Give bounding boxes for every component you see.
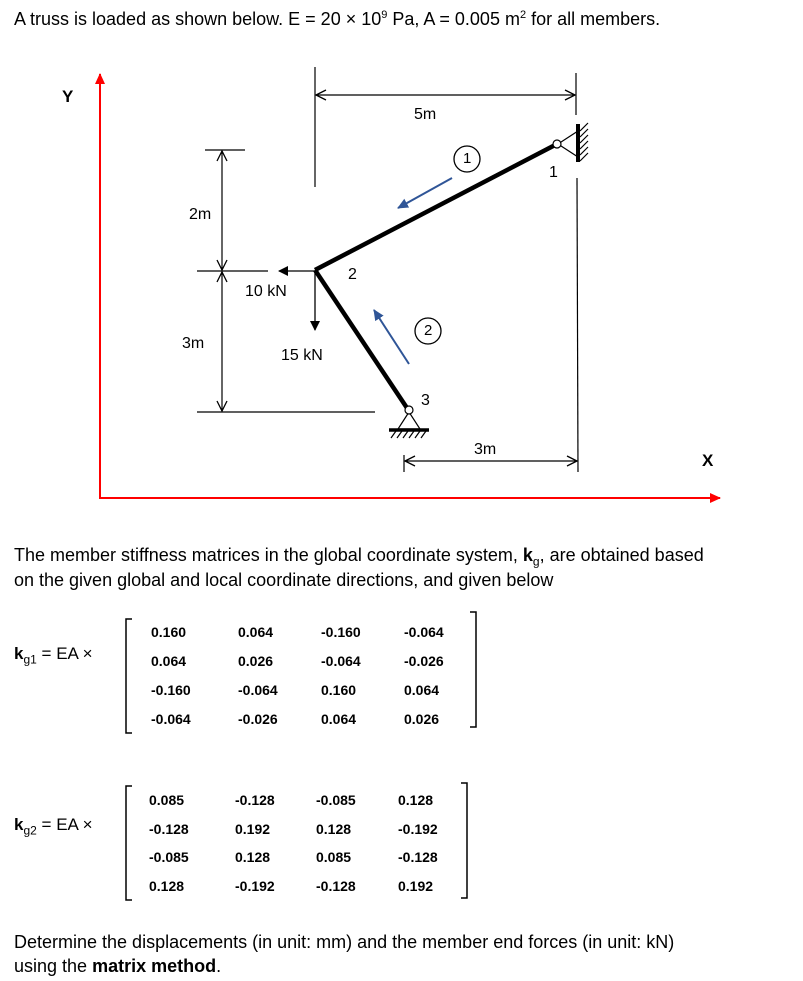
pin-support-node-1 [553,123,588,162]
matrix-cell: 0.192 [398,878,434,894]
task-text: using the [14,956,93,976]
k-subscript: g2 [23,823,37,838]
dimension-5m: 5m [414,106,437,123]
member-2-direction-arrow [374,310,409,364]
matrix-cell: -0.128 [316,878,356,894]
matrix-cell: -0.085 [316,792,356,808]
matrix-cell: 0.064 [321,711,357,727]
matrix-cell: -0.160 [151,682,191,698]
kg1-right-bracket [470,612,476,727]
load-15kn-label: 15 kN [281,347,323,364]
dimension-3m-horizontal: 3m [474,441,497,458]
matrix-cell: -0.160 [321,624,361,640]
kg2-label [14,815,93,838]
node-3-label: 3 [421,392,430,409]
exponent: 2 [519,9,527,21]
matrix-cell: 0.064 [404,682,440,698]
matrix-cell: -0.128 [235,792,275,808]
k-subscript: g1 [23,652,37,667]
exponent: 9 [381,9,388,21]
description-line-1 [14,544,704,569]
statement-text: A truss is loaded as shown below. E = 20 × 10 [14,9,382,29]
y-axis-label: Y [62,87,74,106]
matrix-cell: 0.085 [149,792,185,808]
dimension-lines [197,67,578,472]
matrix-cell: 0.085 [316,849,352,865]
description-text: , are obtained based [539,545,704,565]
matrix-cell: -0.026 [404,653,444,669]
statement-text: Pa, A = 0.005 m [387,9,520,29]
matrix-cell: 0.064 [238,624,274,640]
matrix-cell: 0.160 [151,624,187,640]
matrix-cell: -0.064 [151,711,191,727]
dimension-3m-vertical: 3m [182,335,205,352]
ea-factor: = EA × [36,644,93,663]
description-text: The member stiffness matrices in the global coordinate system, [14,545,523,565]
kg2-right-bracket [461,783,467,898]
k-symbol: k [522,545,533,565]
k-subscript: g [532,554,540,569]
matrix-cell: 0.192 [235,821,271,837]
kg1-label [14,644,93,667]
matrix-cell: -0.064 [404,624,444,640]
description-line-2: on the given global and local coordinate directions, and given below [14,570,554,590]
matrix-cell: -0.128 [149,821,189,837]
matrix-cell: 0.128 [235,849,271,865]
pin-support-node-3 [389,406,429,438]
x-axis-label: X [702,451,714,470]
member-1-number: 1 [463,150,472,167]
task-line-1: Determine the displacements (in unit: mm) and the member end forces (in unit: kN) [14,932,675,952]
matrix-cell: 0.064 [151,653,187,669]
matrix-cell: 0.128 [398,792,434,808]
global-axes [99,74,720,498]
matrix-cell: -0.192 [398,821,438,837]
task-text: . [216,956,222,976]
matrix-cell: -0.192 [235,878,275,894]
matrix-cell: -0.064 [321,653,361,669]
k-symbol: k [14,815,24,834]
node-1-label: 1 [549,164,558,181]
ea-factor: = EA × [36,815,93,834]
matrix-cell: -0.128 [398,849,438,865]
member-1 [315,144,557,270]
matrix-cell: 0.026 [238,653,274,669]
matrix-cell: 0.128 [149,878,185,894]
matrix-cell: -0.026 [238,711,278,727]
dimension-2m: 2m [189,206,212,223]
matrix-method-emphasis: matrix method [92,956,217,976]
node-2-label: 2 [348,266,357,283]
matrix-cell: 0.026 [404,711,440,727]
matrix-cell: -0.085 [149,849,189,865]
kg1-left-bracket [126,619,132,733]
task-line-2 [14,955,221,977]
load-10kn-label: 10 kN [245,283,287,300]
statement-text: for all members. [526,9,661,29]
member-2-number: 2 [424,322,433,339]
k-symbol: k [14,644,24,663]
matrix-cell: 0.128 [316,821,352,837]
matrix-cell: -0.064 [238,682,278,698]
kg2-left-bracket [126,786,132,900]
matrix-cell: 0.160 [321,682,357,698]
